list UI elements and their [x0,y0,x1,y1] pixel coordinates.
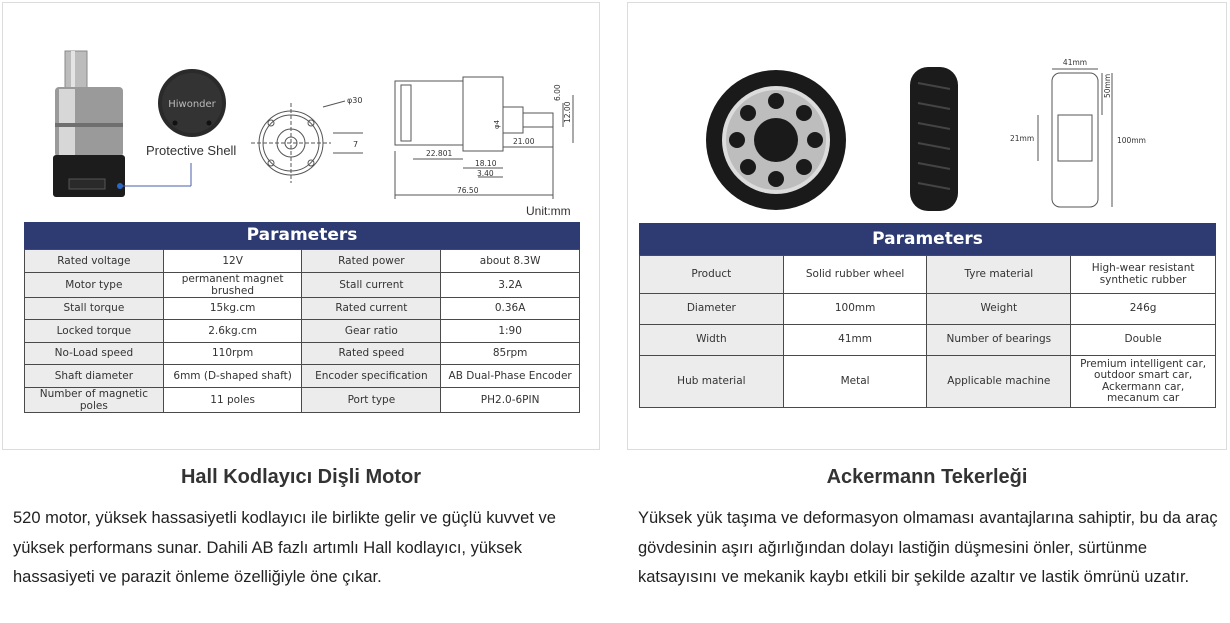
motor-params-table [24,249,580,413]
table-row: Rated voltage 12V Rated power about 8.3W [25,250,580,273]
table-row: Motor type permanent magnet brushed Stall current 3.2A [25,272,580,297]
brand-label: Hiwonder [168,99,216,110]
table-row: No-Load speed 110rpm Rated speed 85rpm [25,342,580,365]
dim-shaft-diameter: φ4 [493,119,501,129]
dim-flange: 3.40 [477,169,494,178]
table-row: Stall torque 15kg.cm Rated current 0.36A [25,297,580,320]
dim-shaft-boss: 12.00 [563,101,572,123]
table-row: Width 41mm Number of bearings Double [640,325,1216,356]
motor-illustration [3,3,601,213]
protective-shell-label: Protective Shell [146,143,237,158]
table-row: Number of magnetic poles 11 poles Port type PH2.0-6PIN [25,387,580,412]
wheel-illustration [628,3,1228,218]
dim-wheel-width: 41mm [1062,58,1088,67]
dim-gearbox-length: 18.10 [475,159,497,168]
unit-label: Unit:mm [526,204,571,218]
dim-hub-offset: 21mm [1010,134,1035,143]
motor-title: Hall Kodlayıcı Dişli Motor [180,466,422,488]
dim-shell-diameter: φ30 [347,96,363,105]
table-row: Hub material Metal Applicable machine Premium intelligent car, outdoor smart car, Ackermann car, mecanum car [640,356,1216,408]
dim-housing-length: 22.801 [426,149,453,158]
table-row: Shaft diameter 6mm (D-shaped shaft) Encoder specification AB Dual-Phase Encoder [25,365,580,388]
dim-shaft-flat: 6.00 [553,84,562,101]
motor-spec-card [2,2,600,450]
dim-shaft-length: 21.00 [513,137,535,146]
dim-hub-height: 50mm [1103,73,1112,98]
wheel-spec-card [627,2,1227,450]
wheel-params-table [639,255,1216,408]
table-row: Locked torque 2.6kg.cm Gear ratio 1:90 [25,320,580,343]
dim-wheel-diameter: 100mm [1117,136,1146,145]
table-row: Diameter 100mm Weight 246g [640,294,1216,325]
params-heading: Parameters [24,222,580,249]
dim-total-length: 76.50 [457,186,479,195]
table-row: Product Solid rubber wheel Tyre material High-wear resistant synthetic rubber [640,256,1216,294]
dim-offset: 7 [353,140,359,149]
wheel-description: Yüksek yük taşıma ve deformasyon olmaması avantajlarına sahiptir, bu da araç gövdesinin aşırı ağırlığından dolayı lastiğin düşmesini önler, sürtünme katsayısını ve mekanik kaybı etkili bir şekilde azaltır ve lastik ömrünü uzatır. [638,509,1218,586]
wheel-title: Ackermann Tekerleği [826,466,1028,488]
params-heading: Parameters [639,223,1216,256]
motor-description: 520 motor, yüksek hassasiyetli kodlayıcı ile birlikte gelir ve güçlü kuvvet ve yüksek performans sunar. Dahili AB fazlı artımlı Hall kodlayıcı, yüksek hassasiyeti ve parazit önleme özelliğiyle öne çıkar. [13,509,556,586]
